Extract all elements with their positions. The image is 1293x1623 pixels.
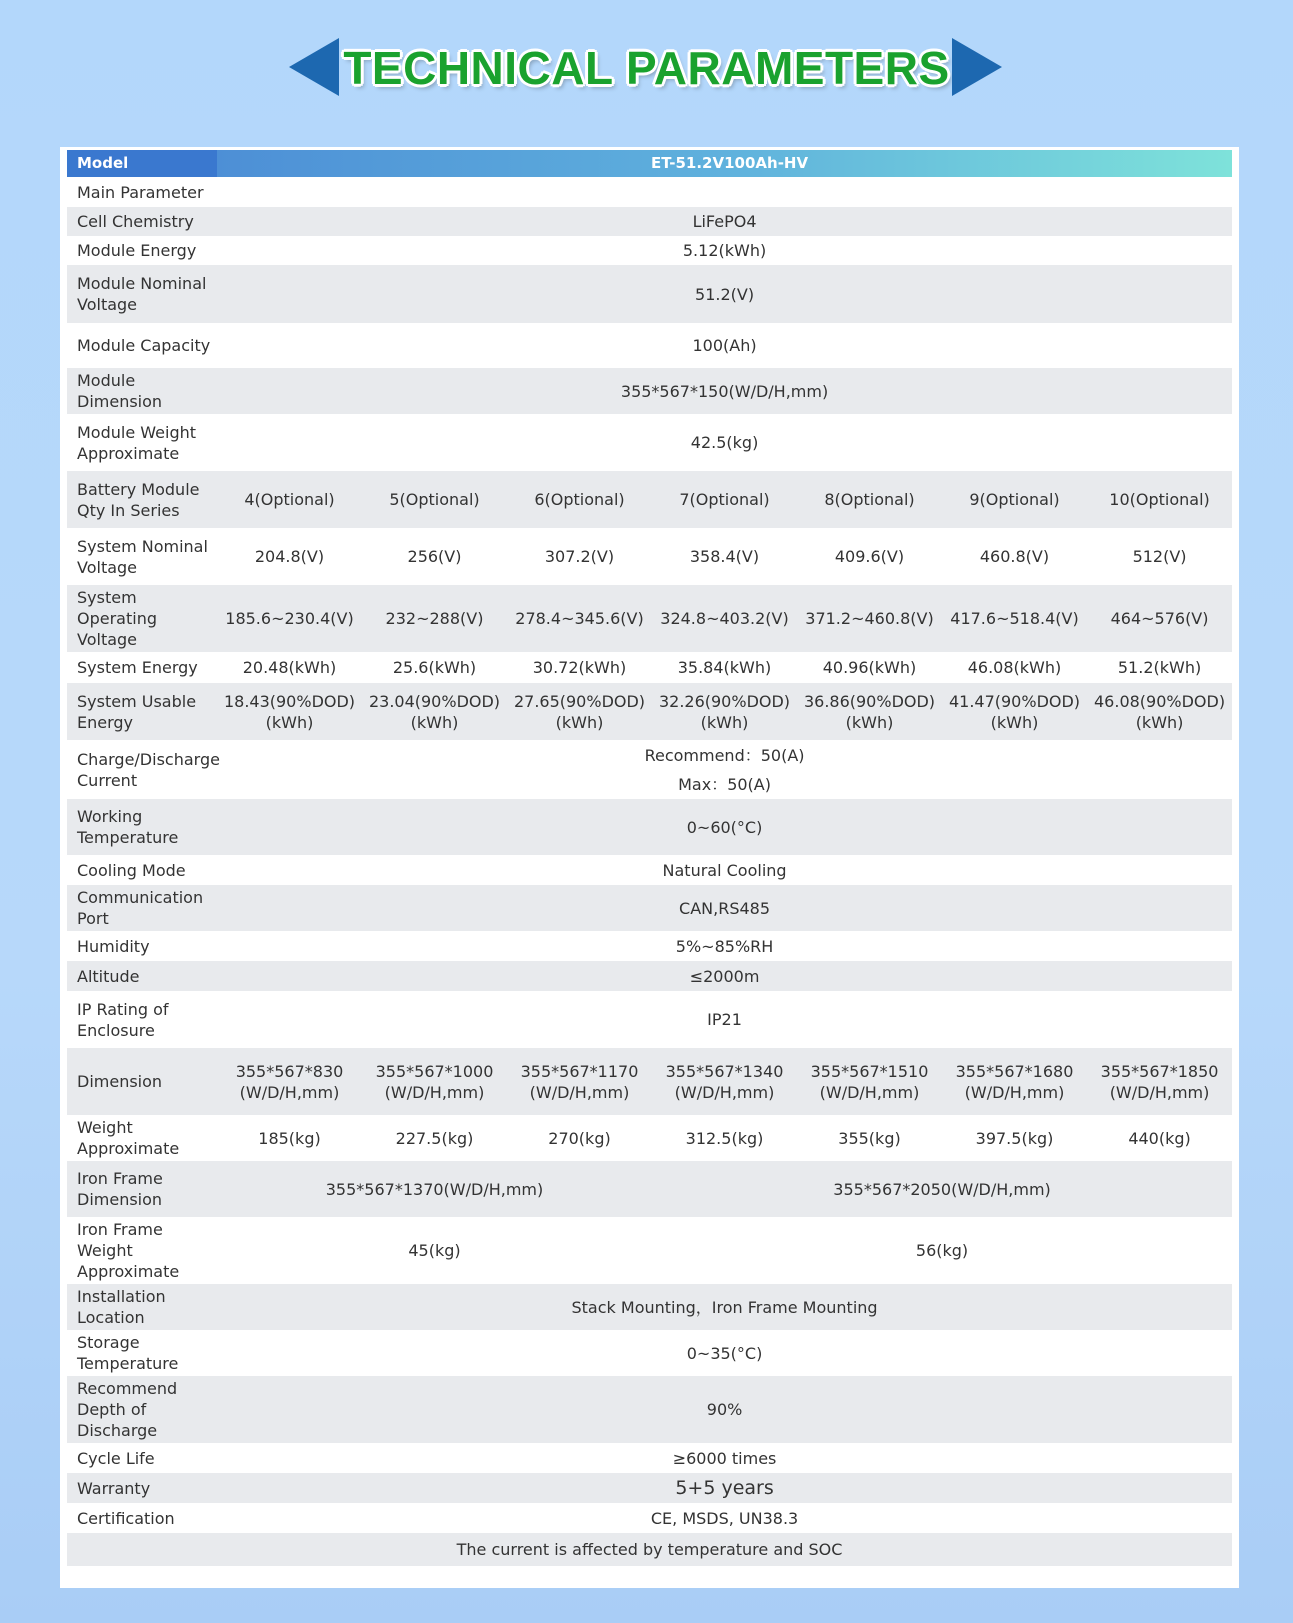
row-label: Altitude: [67, 961, 217, 991]
row-label: Module Energy: [77, 241, 197, 260]
model-row: [67, 150, 1232, 177]
table-cell: 204.8(V): [254, 547, 325, 566]
table-cell: 40.96(kWh): [822, 658, 917, 677]
row-label: Cell Chemistry: [67, 207, 217, 236]
table-row: [67, 1115, 1232, 1161]
table-row: [67, 799, 1232, 855]
table-row: [67, 1161, 1232, 1217]
row-value: 5.12(kWh): [682, 241, 767, 260]
table-cell: 18.43(90%DOD) (kWh): [217, 683, 362, 740]
row-label: System Operating Voltage: [67, 585, 217, 652]
table-row: [67, 1443, 1232, 1473]
table-cell: 5(Optional): [362, 471, 507, 528]
table-cell: 232~288(V): [362, 585, 507, 652]
row-label: IP Rating of Enclosure: [77, 999, 169, 1040]
row-value: 5+5 years: [217, 1473, 1232, 1503]
table-row: [67, 207, 1232, 236]
table-cell: 4(Optional): [217, 471, 362, 528]
table-cell: 358.4(V): [689, 547, 760, 566]
row-label: Cooling Mode: [77, 860, 186, 880]
table-cell: 41.47(90%DOD) (kWh): [942, 683, 1087, 740]
row-value: 0~60(°C): [217, 799, 1232, 855]
row-value: CAN,RS485: [217, 885, 1232, 931]
row-label: Battery Module Qty In Series: [67, 471, 217, 528]
table-cell: 25.6(kWh): [392, 658, 477, 677]
parameters-card: [60, 147, 1239, 1588]
table-cell: 45(kg): [408, 1241, 461, 1260]
table-row: [67, 1533, 1232, 1566]
table-cell: 9(Optional): [942, 471, 1087, 528]
table-cell: 35.84(kWh): [677, 658, 772, 677]
model-label: Model: [67, 150, 217, 177]
table-cell: 30.72(kWh): [532, 658, 627, 677]
table-cell: 397.5(kg): [975, 1128, 1054, 1148]
table-cell: 32.26(90%DOD) (kWh): [652, 683, 797, 740]
right-arrow-icon: [952, 38, 1002, 96]
row-value: 0~35(°C): [686, 1343, 763, 1363]
table-cell: 6(Optional): [507, 471, 652, 528]
table-row: [67, 1376, 1232, 1443]
table-cell: 324.8~403.2(V): [652, 585, 797, 652]
table-cell: 185.6~230.4(V): [217, 585, 362, 652]
table-cell: 227.5(kg): [395, 1128, 474, 1148]
table-cell: 312.5(kg): [685, 1128, 764, 1148]
table-row: [67, 1284, 1232, 1330]
table-cell: 417.6~518.4(V): [942, 585, 1087, 652]
table-cell: 56(kg): [915, 1241, 969, 1260]
table-row: [67, 1330, 1232, 1376]
row-label: Iron Frame Weight Approximate: [77, 1220, 180, 1281]
table-cell: 355*567*1370(W/D/H,mm): [217, 1161, 652, 1217]
table-row: [67, 931, 1232, 961]
row-label: System Usable Energy: [67, 683, 217, 740]
footnote: The current is affected by temperature and SOC: [67, 1533, 1232, 1566]
row-label: Dimension: [67, 1048, 217, 1115]
row-value: 42.5(kg): [690, 433, 759, 452]
table-cell: 46.08(90%DOD) (kWh): [1087, 683, 1232, 740]
row-label: System Nominal Voltage: [77, 536, 208, 577]
table-cell: 7(Optional): [652, 471, 797, 528]
left-arrow-icon: [289, 38, 339, 96]
table-row: [67, 528, 1232, 585]
table-cell: 355*567*1000 (W/D/H,mm): [362, 1048, 507, 1115]
table-cell: 355*567*1340 (W/D/H,mm): [652, 1048, 797, 1115]
page-header: [0, 28, 1293, 108]
table-row: [67, 885, 1232, 931]
row-value: IP21: [707, 1010, 742, 1029]
table-cell: 355*567*1510 (W/D/H,mm): [797, 1048, 942, 1115]
page-title: TECHNICAL PARAMETERS: [343, 42, 950, 94]
row-label: Storage Temperature: [77, 1333, 179, 1373]
table-cell: 355*567*1850 (W/D/H,mm): [1087, 1048, 1232, 1115]
row-label: Module Capacity: [77, 336, 211, 355]
table-cell: 27.65(90%DOD) (kWh): [507, 683, 652, 740]
row-label: Working Temperature: [67, 799, 217, 855]
table-row: [67, 236, 1232, 265]
row-value: ≤2000m: [217, 961, 1232, 991]
row-value: Recommend：50(A) Max：50(A): [644, 745, 805, 794]
row-label: Cycle Life: [77, 1448, 155, 1468]
table-cell: 256(V): [407, 547, 462, 566]
table-cell: 355*567*1680 (W/D/H,mm): [942, 1048, 1087, 1115]
table-row: [67, 323, 1232, 368]
table-row: [67, 368, 1232, 414]
row-label: Certification: [77, 1508, 175, 1528]
row-value: 355*567*150(W/D/H,mm): [217, 368, 1232, 414]
table-row: [67, 1503, 1232, 1533]
table-row: [67, 855, 1232, 885]
row-value: 90%: [217, 1376, 1232, 1443]
table-row: [67, 991, 1232, 1048]
table-cell: 278.4~345.6(V): [507, 585, 652, 652]
row-label: Module Nominal Voltage: [67, 265, 217, 323]
table-cell: 512(V): [1132, 547, 1187, 566]
table-cell: 355*567*1170 (W/D/H,mm): [507, 1048, 652, 1115]
row-label: Recommend Depth of Discharge: [67, 1376, 217, 1443]
table-cell: 8(Optional): [797, 471, 942, 528]
row-value: CE, MSDS, UN38.3: [650, 1508, 799, 1528]
table-cell: 10(Optional): [1087, 471, 1232, 528]
row-value: Natural Cooling: [662, 860, 787, 880]
table-row: [67, 177, 1232, 207]
table-cell: 440(kg): [1128, 1128, 1191, 1148]
row-label: Communication Port: [67, 885, 217, 931]
row-label: Warranty: [67, 1473, 217, 1503]
table-cell: 20.48(kWh): [242, 658, 337, 677]
table-row: [67, 471, 1232, 528]
table-row: [67, 414, 1232, 471]
row-value: 51.2(V): [217, 265, 1232, 323]
table-cell: 270(kg): [548, 1128, 611, 1148]
table-row: [67, 683, 1232, 740]
table-cell: 185(kg): [258, 1128, 321, 1148]
row-label: Charge/Discharge Current: [77, 749, 220, 790]
main-parameter-label: Main Parameter: [77, 182, 204, 202]
row-label: Module Weight Approximate: [77, 422, 197, 463]
table-cell: 46.08(kWh): [967, 658, 1062, 677]
table-cell: 51.2(kWh): [1117, 658, 1202, 677]
table-row: [67, 652, 1232, 683]
table-cell: 371.2~460.8(V): [797, 585, 942, 652]
table-cell: 355(kg): [838, 1128, 901, 1148]
row-label: Module Dimension: [67, 368, 217, 414]
table-row: [67, 265, 1232, 323]
table-row: [67, 1048, 1232, 1115]
table-cell: 23.04(90%DOD) (kWh): [362, 683, 507, 740]
table-cell: 307.2(V): [544, 547, 615, 566]
row-label: Installation Location: [67, 1284, 217, 1330]
row-label: Humidity: [77, 936, 150, 956]
table-cell: 460.8(V): [979, 547, 1050, 566]
row-label: System Energy: [77, 658, 198, 677]
row-value: 100(Ah): [692, 336, 757, 355]
table-row: [67, 1217, 1232, 1284]
row-label: Weight Approximate: [77, 1118, 180, 1158]
table-cell: 355*567*830 (W/D/H,mm): [217, 1048, 362, 1115]
row-value: ≥6000 times: [672, 1448, 777, 1468]
parameters-table: [67, 150, 1232, 1566]
table-row: [67, 961, 1232, 991]
row-value: LiFePO4: [217, 207, 1232, 236]
table-cell: 355*567*2050(W/D/H,mm): [652, 1161, 1232, 1217]
model-value: ET-51.2V100Ah-HV: [217, 150, 1232, 177]
row-value: Stack Mounting，Iron Frame Mounting: [217, 1284, 1232, 1330]
table-cell: 36.86(90%DOD) (kWh): [797, 683, 942, 740]
table-row: [67, 1473, 1232, 1503]
table-row: [67, 585, 1232, 652]
table-cell: 464~576(V): [1087, 585, 1232, 652]
row-label: Iron Frame Dimension: [67, 1161, 217, 1217]
table-row: [67, 740, 1232, 799]
table-cell: 409.6(V): [834, 547, 905, 566]
row-value: 5%~85%RH: [675, 936, 774, 956]
